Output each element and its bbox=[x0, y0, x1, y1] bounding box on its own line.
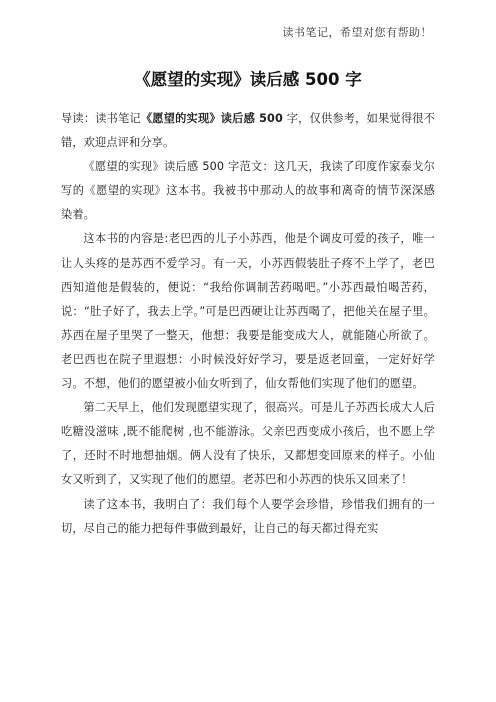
header-note: 读书笔记，希望对您有帮助！ bbox=[282, 26, 432, 39]
body-paragraph-1: 《愿望的实现》读后感 500 字范文：这几天，我读了印度作家泰戈尔写的《愿望的实现》这本书。我被书中那动人的故事和离奇的情节深深感染着。 bbox=[61, 160, 435, 222]
document-title: 《愿望的实现》读后感 500 字 bbox=[134, 70, 362, 89]
document-body bbox=[61, 107, 435, 541]
intro-text-after: 字，仅供参考，如果觉得很不错，欢迎点评和分享。 bbox=[61, 112, 435, 150]
intro-bold-title: 《愿望的实现》读后感 500 bbox=[140, 112, 283, 125]
intro-text-before: 读书笔记 bbox=[95, 112, 141, 125]
intro-paragraph bbox=[61, 107, 435, 155]
body-paragraph-4: 读了这本书，我明白了：我们每个人要学会珍惜，珍惜我们拥有的一切，尽自己的能力把每件事做到最好，让自己的每天都过得充实 bbox=[61, 497, 435, 535]
intro-label: 导读： bbox=[61, 112, 96, 125]
body-paragraph-2: 这本书的内容是:老巴西的儿子小苏西，他是个调皮可爱的孩子，唯一让人头疼的是苏西不爱学习。有一天，小苏西假装肚子疼不上学了，老巴西知道他是假装的，便说：“我给你调制苦药喝吧。”小苏西最怕喝苦药，说：“肚子好了，我去上学。”可是巴西硬让让苏西喝了，把他关在屋子里。苏西在屋子里哭了一整天，他想：我要是能变成大人，就能随心所欲了。老巴西也在院子里遐想：小时候没好好学习，要是返老回童，一定好好学习。不想，他们的愿望被小仙女听到了，仙女帮他们实现了他们的愿望。 bbox=[61, 232, 435, 391]
body-paragraph-3: 第二天早上，他们发现愿望实现了，很高兴。可是儿子苏西长成大人后吃糖没滋味 ,既不能爬树 ,也不能游泳。父亲巴西变成小孩后，也不愿上学了，还时不时地想抽烟。俩人没有了快乐，又都想变回原来的样子。小仙女又听到了，又实现了他们的愿望。老苏巴和小苏西的快乐又回来了！ bbox=[61, 401, 435, 487]
